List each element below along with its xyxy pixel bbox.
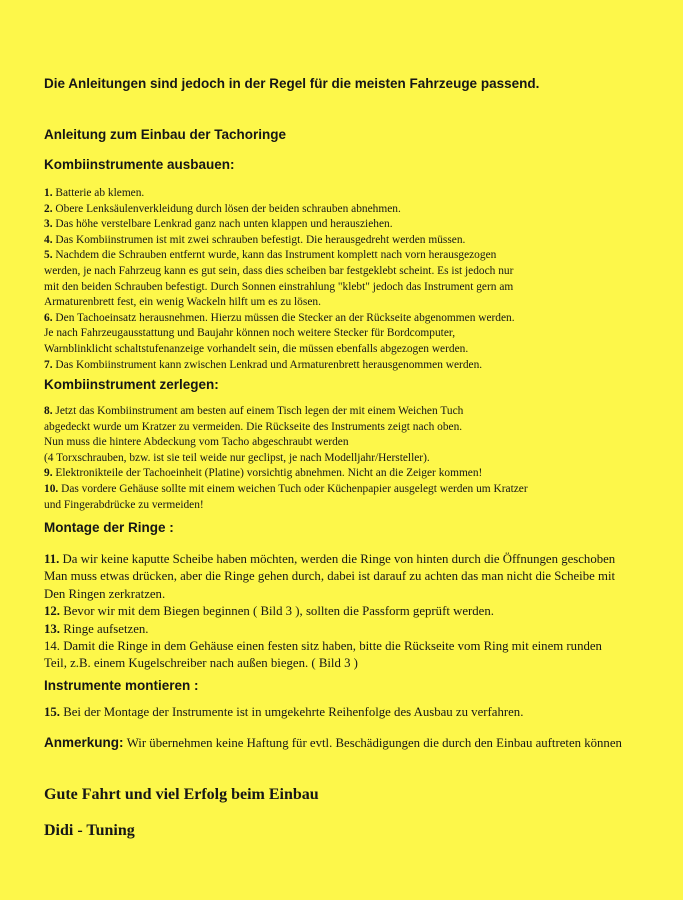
step-number: 13. — [44, 621, 60, 636]
step-text: Man muss etwas drücken, aber die Ringe gehen durch, dabei ist darauf zu achten das man nicht die Scheibe mit — [44, 569, 616, 584]
anmerkung — [44, 735, 622, 751]
section-heading-montage: Montage der Ringe : — [44, 520, 174, 535]
step-text: abgedeckt wurde um Kratzer zu vermeiden. Die Rückseite des Instruments zeigt nach oben. — [44, 420, 463, 433]
step-text: Teil, z.B. einem Kugelschreiber nach außen biegen. ( Bild 3 ) — [44, 656, 358, 671]
instruction-line — [44, 638, 664, 655]
instruction-line — [44, 248, 664, 264]
step-text: 14. Damit die Ringe in dem Gehäuse einen festen sitz haben, bitte die Rückseite vom Ring mit einem runden — [44, 639, 602, 654]
step-text: Den Tachoeinsatz herausnehmen. Hierzu müssen die Stecker an der Rückseite abgenommen werden. — [55, 311, 515, 324]
step-text: Das Kombiinstrument kann zwischen Lenkrad und Armaturenbrett herausgenommen werden. — [55, 358, 483, 371]
step-text: Ringe aufsetzen. — [63, 621, 149, 636]
step-number: 8. — [44, 405, 53, 417]
step-number: 7. — [44, 358, 53, 371]
step-text: Warnblinklicht schaltstufenanzeige vorhandelt sein, die müssen ebenfalls abgezogen werden. — [44, 342, 469, 355]
document-title: Anleitung zum Einbau der Tachoringe — [44, 127, 287, 142]
step-text: Jetzt das Kombiinstrument am besten auf einem Tisch legen der mit einem Weichen Tuch — [55, 405, 464, 417]
step-text: Da wir keine kaputte Scheibe haben möchten, werden die Ringe von hinten durch die Öffnungen geschoben — [62, 552, 616, 566]
instruction-line — [44, 586, 664, 603]
step-number: 10. — [44, 482, 59, 495]
instruction-line — [44, 233, 664, 249]
section-heading-ausbauen: Kombiinstrumente ausbauen: — [44, 157, 235, 172]
step-text: Bevor wir mit dem Biegen beginnen ( Bild 3 ), sollten die Passform geprüft werden. — [63, 604, 494, 619]
step-text: Elektronikteile der Tachoeinheit (Platine) vorsichtig abnehmen. Nicht an die Zeiger kommen! — [55, 467, 483, 480]
instruction-line — [44, 280, 664, 296]
step-text: Den Ringen zerkratzen. — [44, 586, 166, 601]
step-number: 15. — [44, 705, 60, 719]
section-heading-zerlegen: Kombiinstrument zerlegen: — [44, 377, 219, 392]
instruction-line — [44, 295, 664, 311]
instruction-line — [44, 202, 664, 218]
step-number: 3. — [44, 218, 53, 231]
instruction-line — [44, 655, 664, 672]
step-text: und Fingerabdrücke zu vermeiden! — [44, 498, 204, 511]
instruction-line — [44, 311, 664, 327]
step-text: Je nach Fahrzeugausstattung und Baujahr können noch weitere Stecker für Bordcomputer, — [44, 327, 456, 340]
step-text: (4 Torxschrauben, bzw. ist sie teil weide nur geclipst, je nach Modelljahr/Hersteller). — [44, 451, 430, 464]
instruction-line — [44, 498, 664, 514]
step-text: Nachdem die Schrauben entfernt wurde, kann das Instrument komplett nach vorn herausgezogen — [55, 249, 497, 262]
instruction-line — [44, 466, 664, 482]
step-number: 12. — [44, 604, 60, 619]
section-montage-body — [44, 551, 664, 673]
step-number: 11. — [44, 552, 60, 566]
anmerkung-text: Wir übernehmen keine Haftung für evtl. Beschädigungen die durch den Einbau auftreten können — [126, 736, 622, 750]
step-number: 1. — [44, 187, 53, 199]
step-text: Nun muss die hintere Abdeckung vom Tacho abgeschraubt werden — [44, 436, 349, 449]
step-number: 6. — [44, 311, 53, 324]
section-ausbauen-body — [44, 186, 664, 373]
instruction-line — [44, 358, 664, 374]
instruction-line — [44, 404, 664, 420]
step-number: 5. — [44, 249, 53, 262]
step-number: 2. — [44, 202, 53, 215]
instruction-line — [44, 482, 664, 498]
instruction-line — [44, 704, 664, 721]
step-text: werden, je nach Fahrzeug kann es gut sein, dass dies scheiben bar festgeklebt scheint. Es ist jedoch nur — [44, 264, 514, 277]
instruction-line — [44, 603, 664, 620]
instruction-line — [44, 342, 664, 358]
section-zerlegen-body — [44, 404, 664, 513]
closing-line: Gute Fahrt und viel Erfolg beim Einbau — [44, 786, 319, 803]
instruction-line — [44, 551, 664, 568]
step-number: 9. — [44, 467, 53, 480]
instruction-line — [44, 186, 664, 202]
step-text: Das höhe verstelbare Lenkrad ganz nach unten klappen und herausziehen. — [55, 218, 393, 231]
instruction-line — [44, 420, 664, 436]
step-number: 4. — [44, 233, 53, 246]
section-heading-instrumente-montieren: Instrumente montieren : — [44, 678, 199, 693]
step-text: Obere Lenksäulenverkleidung durch lösen der beiden schrauben abnehmen. — [55, 202, 401, 215]
signature-line: Didi - Tuning — [44, 822, 135, 839]
instruction-line — [44, 451, 664, 467]
step-text: Bei der Montage der Instrumente ist in umgekehrte Reihenfolge des Ausbau zu verfahren. — [63, 705, 524, 719]
section-instrumente-montieren-body — [44, 704, 664, 721]
step-text: Das Kombiinstrumen ist mit zwei schrauben befestigt. Die herausgedreht werden müssen. — [55, 233, 466, 246]
instruction-line — [44, 435, 664, 451]
step-text: Das vordere Gehäuse sollte mit einem weichen Tuch oder Küchenpapier ausgelegt werden um Kratzer — [61, 482, 528, 495]
intro-line: Die Anleitungen sind jedoch in der Regel für die meisten Fahrzeuge passend. — [44, 76, 540, 91]
instruction-line — [44, 621, 664, 638]
step-text: Batterie ab klemen. — [55, 187, 145, 199]
step-text: mit den beiden Schrauben befestigt. Durch Sonnen einstrahlung "klebt" jedoch das Instrument gern am — [44, 280, 514, 293]
step-text: Armaturenbrett fest, ein wenig Wackeln hilft um es zu lösen. — [44, 296, 321, 309]
anmerkung-label: Anmerkung: — [44, 735, 124, 750]
instruction-line — [44, 326, 664, 342]
instruction-line — [44, 217, 664, 233]
instruction-line — [44, 264, 664, 280]
instruction-line — [44, 568, 664, 585]
